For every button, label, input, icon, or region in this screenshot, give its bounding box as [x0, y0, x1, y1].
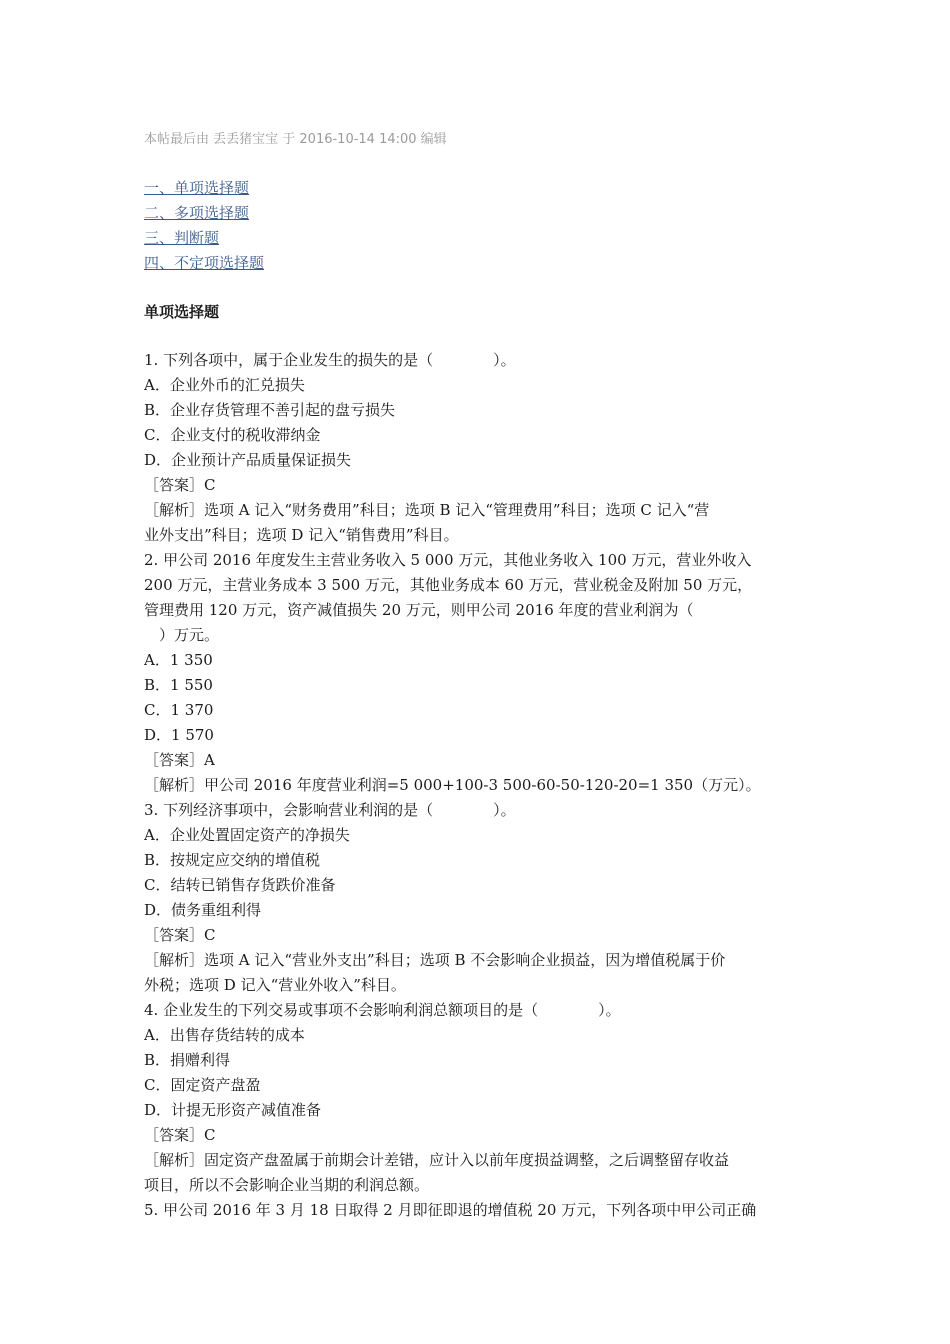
text-line: C．1 370	[144, 701, 214, 719]
text-line: 项目，所以不会影响企业当期的利润总额。	[144, 1176, 430, 1194]
text-line: 管理费用 120 万元，资产减值损失 20 万元，则甲公司 2016 年度的营业利润为（	[144, 601, 694, 619]
text-line: C．结转已销售存货跌价准备	[144, 876, 336, 894]
text-line: B．企业存货管理不善引起的盘亏损失	[144, 401, 396, 419]
text-line: D．计提无形资产减值准备	[144, 1101, 322, 1119]
text-line: ［解析］选项 A 记入“营业外支出”科目；选项 B 不会影响企业损益，因为增值税属于价	[144, 951, 726, 969]
text-line: ［答案］A	[144, 751, 215, 769]
question-body	[144, 348, 812, 1223]
text-line: B．1 550	[144, 676, 213, 694]
text-line: ［答案］C	[144, 1126, 216, 1144]
text-line: 1. 下列各项中，属于企业发生的损失的是（ ）。	[144, 351, 516, 369]
text-line: A．1 350	[144, 651, 213, 669]
text-line: ［答案］C	[144, 476, 216, 494]
text-line: 2. 甲公司 2016 年度发生主营业务收入 5 000 万元，其他业务收入 100 万元，营业外收入	[144, 551, 752, 569]
toc-link-multiple-choice[interactable]: 二、多项选择题	[144, 204, 250, 222]
text-line: D．企业预计产品质量保证损失	[144, 451, 352, 469]
toc-link-indefinite-choice[interactable]: 四、不定项选择题	[144, 254, 265, 272]
text-line: B．按规定应交纳的增值税	[144, 851, 321, 869]
text-line: D．债务重组利得	[144, 901, 262, 919]
text-line: ［答案］C	[144, 926, 216, 944]
text-line: A．企业外币的汇兑损失	[144, 376, 305, 394]
text-line: 3. 下列经济事项中，会影响营业利润的是（ ）。	[144, 801, 516, 819]
text-line: 5. 甲公司 2016 年 3 月 18 日取得 2 月即征即退的增值税 20 万元，下列各项中甲公司正确	[144, 1201, 757, 1219]
text-line: C．企业支付的税收滞纳金	[144, 426, 321, 444]
text-line: 外税；选项 D 记入“营业外收入”科目。	[144, 976, 406, 994]
text-line: 200 万元，主营业务成本 3 500 万元，其他业务成本 60 万元，营业税金及附加 50 万元，	[144, 576, 753, 594]
text-line: B．捐赠利得	[144, 1051, 231, 1069]
table-of-contents	[144, 176, 264, 276]
toc-link-single-choice[interactable]: 一、单项选择题	[144, 179, 250, 197]
text-line: 4. 企业发生的下列交易或事项不会影响利润总额项目的是（ ）。	[144, 1001, 621, 1019]
text-line: A．企业处置固定资产的净损失	[144, 826, 350, 844]
text-line: 业外支出”科目；选项 D 记入“销售费用”科目。	[144, 526, 459, 544]
text-line: ）万元。	[144, 626, 220, 644]
text-line: ［解析］固定资产盘盈属于前期会计差错，应计入以前年度损益调整，之后调整留存收益	[144, 1151, 730, 1169]
toc-link-true-false[interactable]: 三、判断题	[144, 229, 220, 247]
section-title: 单项选择题	[144, 303, 220, 321]
text-line: C．固定资产盘盈	[144, 1076, 261, 1094]
text-line: A．出售存货结转的成本	[144, 1026, 305, 1044]
text-line: D．1 570	[144, 726, 214, 744]
text-line: ［解析］甲公司 2016 年度营业利润=5 000+100-3 500-60-50-120-20=1 350（万元）。	[144, 776, 761, 794]
edit-note: 本帖最后由 丢丢猪宝宝 于 2016-10-14 14:00 编辑	[144, 132, 447, 147]
text-line: ［解析］选项 A 记入“财务费用”科目；选项 B 记入“管理费用”科目；选项 C 记入“营	[144, 501, 710, 519]
